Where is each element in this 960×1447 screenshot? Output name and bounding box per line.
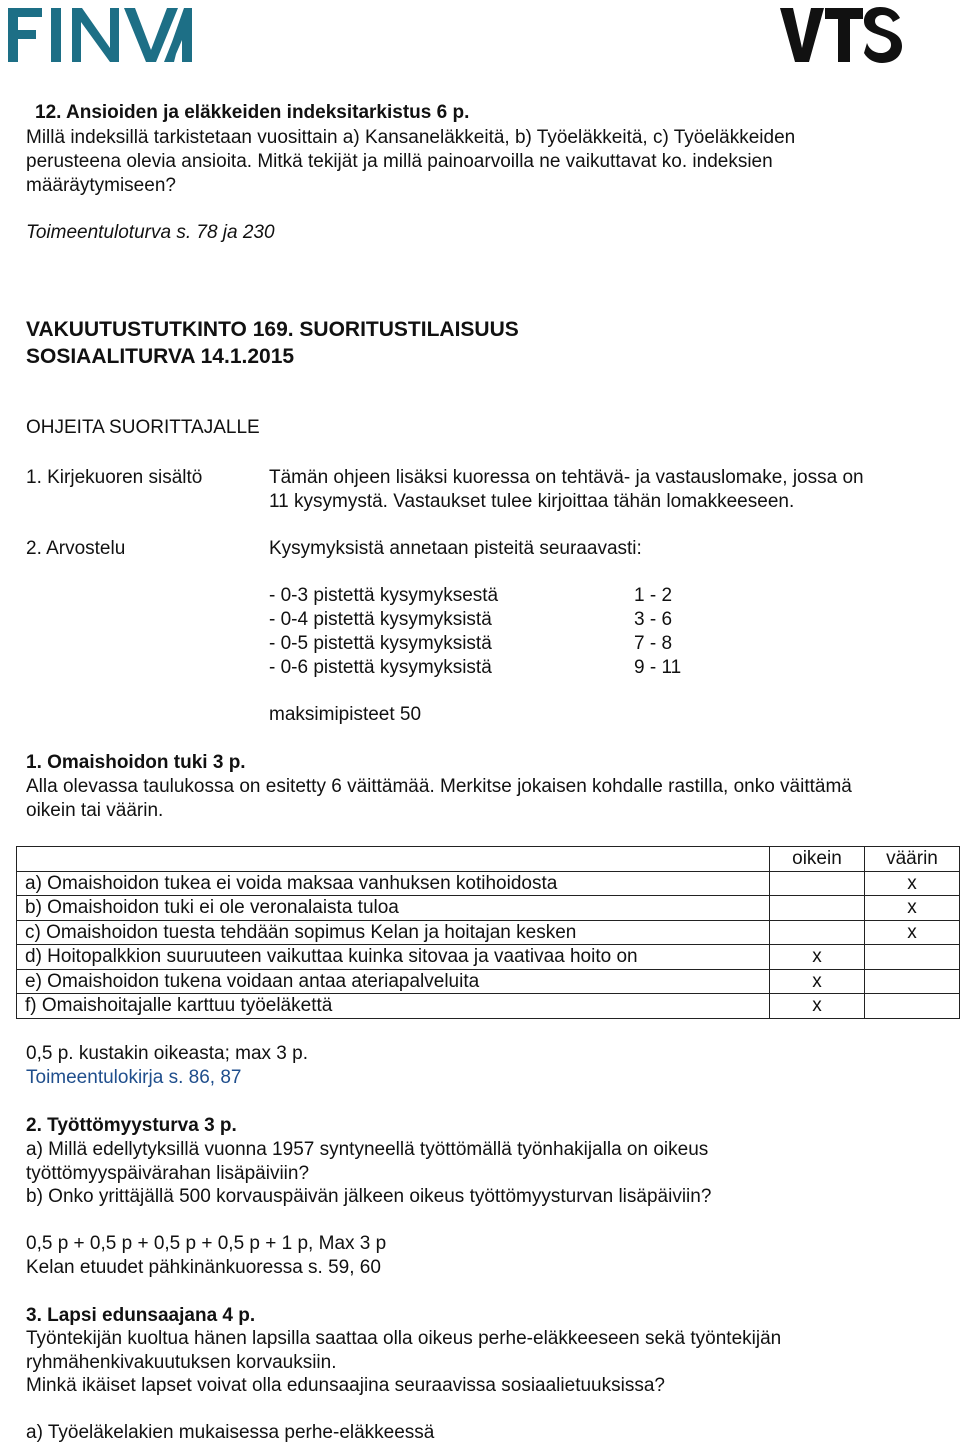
- statement-cell: f) Omaishoitajalle karttuu työeläkettä: [17, 994, 770, 1019]
- statement-cell: c) Omaishoidon tuesta tehdään sopimus Kelan ja hoitajan kesken: [17, 920, 770, 945]
- q1-title: 1. Omaishoidon tuki 3 p.: [26, 752, 246, 773]
- right-mark-cell[interactable]: [769, 896, 864, 921]
- table-row: [17, 945, 960, 970]
- right-mark-cell[interactable]: x: [769, 945, 864, 970]
- statement-cell: a) Omaishoidon tukea ei voida maksaa vanhuksen kotihoidosta: [17, 871, 770, 896]
- table-row: [17, 920, 960, 945]
- q1-text-line: Alla olevassa taulukossa on esitetty 6 väittämää. Merkitse jokaisen kohdalle rastilla, onko väittämä: [26, 776, 852, 797]
- q3-title: 3. Lapsi edunsaajana 4 p.: [26, 1305, 256, 1326]
- table-row: [17, 994, 960, 1019]
- q3-text-line: ryhmähenkivakuutuksen korvauksiin.: [26, 1352, 337, 1373]
- table-header-empty: [17, 847, 770, 872]
- scoring-questions: 7 - 8: [634, 633, 673, 654]
- right-mark-cell[interactable]: [769, 920, 864, 945]
- instruction-1-label: 1. Kirjekuoren sisältö: [26, 467, 203, 488]
- table-row: [17, 969, 960, 994]
- right-mark-cell[interactable]: x: [769, 994, 864, 1019]
- scoring-points: - 0-3 pistettä kysymyksestä: [269, 585, 499, 606]
- q1-reference: Toimeentulokirja s. 86, 87: [26, 1067, 242, 1088]
- claims-table: [16, 846, 960, 1019]
- q12-title: 12. Ansioiden ja eläkkeiden indeksitarkistus 6 p.: [35, 102, 470, 123]
- q12-text-line: määräytymiseen?: [26, 175, 176, 196]
- q3-part-a: a) Työeläkelakien mukaisessa perhe-eläkkeessä: [26, 1422, 435, 1443]
- q12-text-line: Millä indeksillä tarkistetaan vuosittain a) Kansaneläkkeitä, b) Työeläkkeitä, c) Työeläkkeiden: [26, 127, 796, 148]
- scoring-points: - 0-6 pistettä kysymyksistä: [269, 657, 492, 678]
- instruction-2-text: Kysymyksistä annetaan pisteitä seuraavasti:: [269, 538, 642, 559]
- max-points: maksimipisteet 50: [269, 704, 422, 725]
- instructions-heading: OHJEITA SUORITTAJALLE: [26, 417, 260, 438]
- instruction-2-label: 2. Arvostelu: [26, 538, 126, 559]
- q1-text-line: oikein tai väärin.: [26, 800, 164, 821]
- instruction-1-text: Tämän ohjeen lisäksi kuoressa on tehtävä- ja vastauslomake, jossa on: [269, 467, 864, 488]
- wrong-mark-cell[interactable]: [864, 969, 959, 994]
- table-header-row: [17, 847, 960, 872]
- right-mark-cell[interactable]: x: [769, 969, 864, 994]
- exam-subtitle: SOSIAALITURVA 14.1.2015: [26, 345, 295, 368]
- finva-logo: [6, 2, 196, 72]
- exam-title: VAKUUTUSTUTKINTO 169. SUORITUSTILAISUUS: [26, 318, 519, 341]
- q3-text-line: Minkä ikäiset lapset voivat olla edunsaajina seuraavissa sosiaalietuuksissa?: [26, 1375, 665, 1396]
- right-mark-cell[interactable]: [769, 871, 864, 896]
- statement-cell: b) Omaishoidon tuki ei ole veronalaista tuloa: [17, 896, 770, 921]
- wrong-mark-cell[interactable]: [864, 945, 959, 970]
- wrong-mark-cell[interactable]: [864, 994, 959, 1019]
- q2-scoring: 0,5 p + 0,5 p + 0,5 p + 0,5 p + 1 p, Max 3 p: [26, 1233, 387, 1254]
- statement-cell: e) Omaishoidon tukena voidaan antaa ateriapalveluita: [17, 969, 770, 994]
- wrong-mark-cell[interactable]: x: [864, 920, 959, 945]
- q2-text-line: b) Onko yrittäjällä 500 korvauspäivän jälkeen oikeus työttömyysturvan lisäpäiviin?: [26, 1186, 712, 1207]
- scoring-points: - 0-5 pistettä kysymyksistä: [269, 633, 492, 654]
- q2-text-line: työttömyyspäivärahan lisäpäiviin?: [26, 1163, 310, 1184]
- wrong-mark-cell[interactable]: x: [864, 871, 959, 896]
- q2-reference: Kelan etuudet pähkinänkuoressa s. 59, 60: [26, 1257, 381, 1278]
- statement-cell: d) Hoitopalkkion suuruuteen vaikuttaa kuinka sitovaa ja vaativaa hoito on: [17, 945, 770, 970]
- wrong-mark-cell[interactable]: x: [864, 896, 959, 921]
- scoring-points: - 0-4 pistettä kysymyksistä: [269, 609, 492, 630]
- vts-logo: [778, 2, 906, 72]
- scoring-questions: 9 - 11: [634, 657, 682, 678]
- instruction-1-text: 11 kysymystä. Vastaukset tulee kirjoittaa tähän lomakkeeseen.: [269, 491, 795, 512]
- q2-text-line: a) Millä edellytyksillä vuonna 1957 syntyneellä työttömällä työnhakijalla on oikeus: [26, 1139, 709, 1160]
- q12-text-line: perusteena olevia ansioita. Mitkä tekijät ja millä painoarvoilla ne vaikuttavat ko. indeksien: [26, 151, 773, 172]
- column-header-right: oikein: [769, 847, 864, 872]
- table-row: [17, 896, 960, 921]
- q3-text-line: Työntekijän kuoltua hänen lapsilla saattaa olla oikeus perhe-eläkkeeseen sekä työntekijän: [26, 1328, 782, 1349]
- scoring-questions: 1 - 2: [634, 585, 673, 606]
- q2-title: 2. Työttömyysturva 3 p.: [26, 1115, 237, 1136]
- q12-reference: Toimeentuloturva s. 78 ja 230: [26, 222, 275, 243]
- q1-scoring: 0,5 p. kustakin oikeasta; max 3 p.: [26, 1043, 308, 1064]
- scoring-questions: 3 - 6: [634, 609, 673, 630]
- table-row: [17, 871, 960, 896]
- column-header-wrong: väärin: [864, 847, 959, 872]
